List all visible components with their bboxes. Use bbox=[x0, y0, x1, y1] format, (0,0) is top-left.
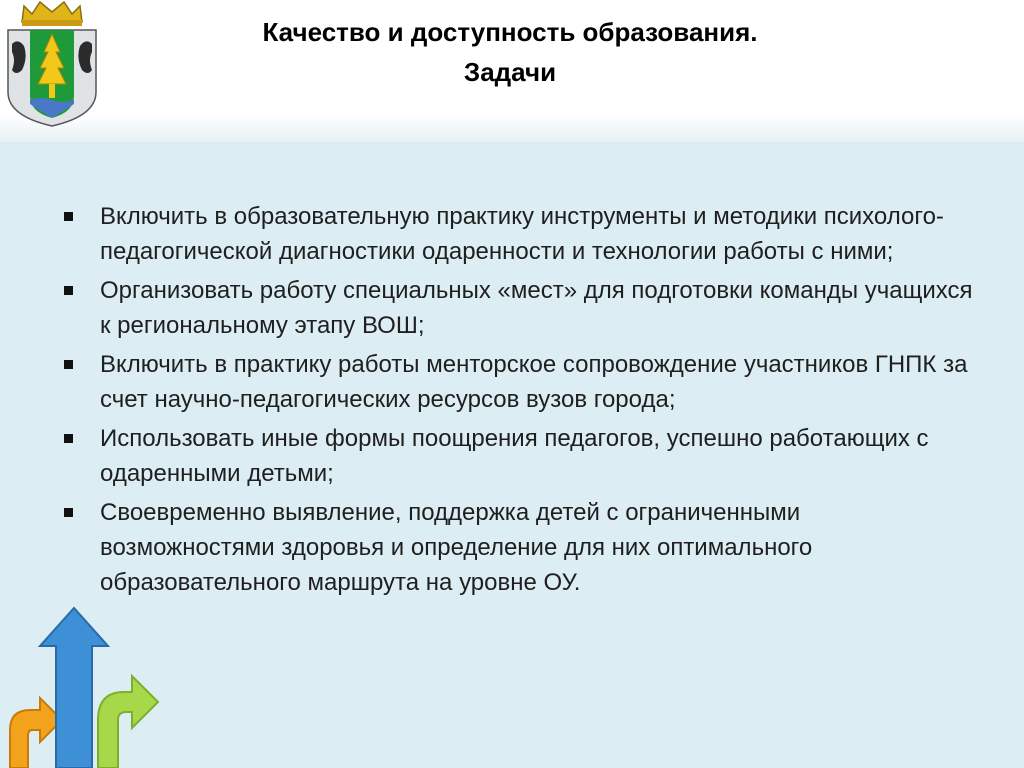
coat-of-arms-icon bbox=[2, 0, 102, 130]
list-item bbox=[58, 495, 978, 600]
slide-title bbox=[120, 12, 900, 92]
square-bullet-icon bbox=[64, 508, 73, 517]
list-item bbox=[58, 199, 978, 269]
square-bullet-icon bbox=[64, 286, 73, 295]
list-item bbox=[58, 421, 978, 491]
list-item-text: Организовать работу специальных «мест» для подготовки команды учащихся к региональному этапу ВОШ; bbox=[100, 277, 973, 339]
list-item bbox=[58, 273, 978, 343]
slide-title-line-1: Качество и доступность образования. bbox=[262, 17, 758, 47]
task-list bbox=[58, 199, 978, 604]
curved-arrows-icon bbox=[0, 600, 170, 768]
square-bullet-icon bbox=[64, 212, 73, 221]
slide-title-line-2: Задачи bbox=[463, 57, 557, 87]
list-item-text: Своевременно выявление, поддержка детей с ограниченными возможностями здоровья и определение для них оптимального образовательного маршрута на уровне ОУ. bbox=[100, 499, 813, 596]
list-item-text: Включить в образовательную практику инструменты и методики психолого-педагогической диагностики одаренности и технологии работы с ними; bbox=[100, 203, 944, 265]
list-item-text: Включить в практику работы менторское сопровождение участников ГНПК за счет научно-педагогических ресурсов вузов города; bbox=[100, 351, 968, 413]
square-bullet-icon bbox=[64, 360, 73, 369]
list-item bbox=[58, 347, 978, 417]
list-item-text: Использовать иные формы поощрения педагогов, успешно работающих с одаренными детьми; bbox=[100, 425, 929, 487]
square-bullet-icon bbox=[64, 434, 73, 443]
